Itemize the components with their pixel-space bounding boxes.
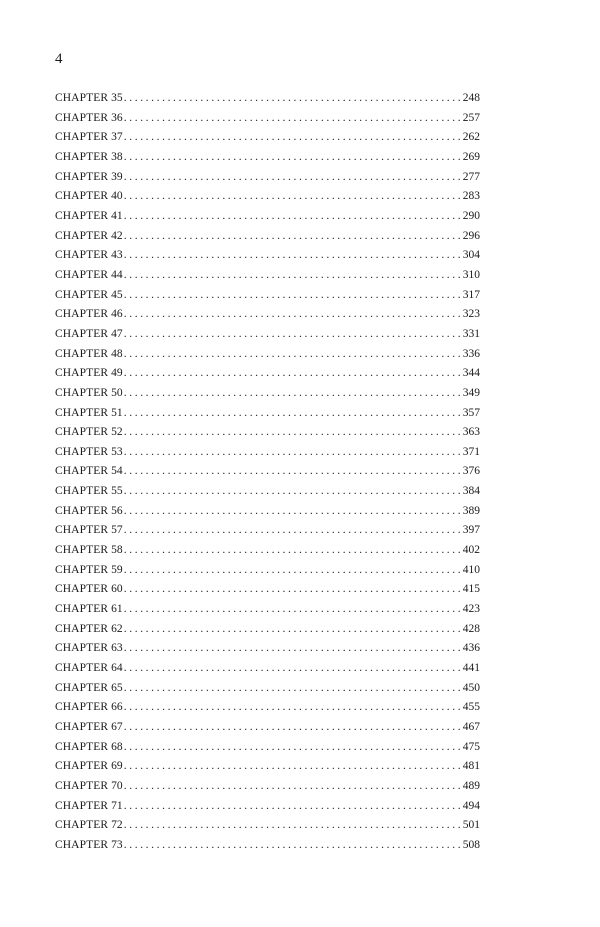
toc-entry-page: 336 [462,347,480,360]
toc-entry-label: CHAPTER 44 [55,268,123,281]
toc-entry-page: 415 [462,583,480,596]
toc-dot-leader [124,187,462,207]
toc-dot-leader [124,246,462,266]
toc-entry-label: CHAPTER 62 [55,622,123,635]
toc-entry-page: 410 [462,563,480,576]
toc-entry-page: 357 [462,406,480,419]
toc-entry-page: 269 [462,150,480,163]
toc-entry-label: CHAPTER 73 [55,838,123,851]
toc-entry-label: CHAPTER 36 [55,111,123,124]
toc-entry[interactable] [55,521,480,541]
toc-entry-page: 296 [462,229,480,242]
toc-entry-page: 371 [462,445,480,458]
toc-entry[interactable] [55,266,480,286]
toc-entry-page: 389 [462,504,480,517]
toc-entry[interactable] [55,305,480,325]
toc-entry[interactable] [55,679,480,699]
toc-entry[interactable] [55,482,480,502]
toc-entry[interactable] [55,777,480,797]
toc-entry-label: CHAPTER 35 [55,92,123,104]
toc-entry-label: CHAPTER 46 [55,308,123,321]
toc-dot-leader [124,620,462,640]
toc-entry[interactable] [55,128,480,148]
toc-dot-leader [124,423,462,443]
toc-dot-leader [124,521,462,541]
toc-entry[interactable] [55,109,480,129]
toc-entry-label: CHAPTER 72 [55,819,123,832]
table-of-contents [55,89,480,856]
toc-dot-leader [124,777,462,797]
toc-entry-label: CHAPTER 59 [55,563,123,576]
toc-entry[interactable] [55,148,480,168]
toc-dot-leader [124,207,462,227]
toc-entry[interactable] [55,698,480,718]
toc-entry[interactable] [55,286,480,306]
toc-entry-label: CHAPTER 53 [55,445,123,458]
toc-entry-label: CHAPTER 64 [55,662,123,675]
toc-entry-label: CHAPTER 37 [55,131,123,144]
toc-dot-leader [124,580,462,600]
toc-entry-label: CHAPTER 65 [55,681,123,694]
toc-entry-page: 317 [462,288,480,301]
toc-entry-label: CHAPTER 54 [55,465,123,478]
toc-entry[interactable] [55,561,480,581]
toc-entry-label: CHAPTER 66 [55,701,123,714]
toc-dot-leader [124,679,462,699]
toc-entry[interactable] [55,738,480,758]
toc-entry-page: 262 [462,131,480,144]
toc-entry-label: CHAPTER 69 [55,760,123,773]
toc-entry-page: 283 [462,190,480,203]
toc-dot-leader [124,128,462,148]
toc-entry[interactable] [55,502,480,522]
toc-entry-page: 475 [462,740,480,753]
toc-dot-leader [124,462,462,482]
toc-entry[interactable] [55,541,480,561]
toc-entry[interactable] [55,207,480,227]
toc-entry[interactable] [55,836,480,856]
toc-entry-label: CHAPTER 43 [55,249,123,262]
toc-entry[interactable] [55,404,480,424]
toc-entry-page: 323 [462,308,480,321]
toc-entry-page: 331 [462,327,480,340]
toc-entry[interactable] [55,168,480,188]
toc-entry-label: CHAPTER 50 [55,386,123,399]
toc-entry-page: 441 [462,662,480,675]
toc-entry[interactable] [55,757,480,777]
toc-entry[interactable] [55,718,480,738]
toc-dot-leader [124,482,462,502]
toc-entry-page: 436 [462,642,480,655]
toc-entry-page: 501 [462,819,480,832]
toc-entry-label: CHAPTER 38 [55,150,123,163]
toc-dot-leader [124,698,462,718]
toc-entry-page: 310 [462,268,480,281]
toc-dot-leader [124,443,462,463]
toc-entry[interactable] [55,600,480,620]
toc-dot-leader [124,89,462,109]
toc-entry[interactable] [55,443,480,463]
toc-entry[interactable] [55,345,480,365]
toc-entry-page: 508 [462,838,480,851]
toc-entry-label: CHAPTER 52 [55,426,123,439]
toc-entry-page: 494 [462,799,480,812]
toc-entry-label: CHAPTER 58 [55,544,123,557]
toc-entry[interactable] [55,246,480,266]
toc-entry[interactable] [55,580,480,600]
toc-entry-label: CHAPTER 48 [55,347,123,360]
toc-entry-label: CHAPTER 57 [55,524,123,537]
toc-entry[interactable] [55,364,480,384]
toc-entry-label: CHAPTER 40 [55,190,123,203]
toc-entry[interactable] [55,462,480,482]
toc-entry-label: CHAPTER 49 [55,367,123,380]
toc-entry[interactable] [55,384,480,404]
toc-dot-leader [124,816,462,836]
toc-entry-page: 290 [462,209,480,222]
toc-entry-page: 376 [462,465,480,478]
toc-entry-label: CHAPTER 41 [55,209,123,222]
toc-entry-label: CHAPTER 55 [55,485,123,498]
toc-entry[interactable] [55,659,480,679]
toc-entry-label: CHAPTER 51 [55,406,123,419]
toc-entry-label: CHAPTER 56 [55,504,123,517]
toc-dot-leader [124,168,462,188]
toc-dot-leader [124,639,462,659]
toc-dot-leader [124,659,462,679]
toc-entry[interactable] [55,89,480,109]
toc-dot-leader [124,227,462,247]
toc-dot-leader [124,404,462,424]
toc-entry-page: 402 [462,544,480,557]
toc-entry[interactable] [55,227,480,247]
toc-dot-leader [124,384,462,404]
toc-entry-label: CHAPTER 67 [55,721,123,733]
toc-entry-label: CHAPTER 71 [55,799,123,812]
toc-entry-page: 481 [462,760,480,773]
toc-entry-page: 363 [462,426,480,439]
toc-dot-leader [124,502,462,522]
toc-entry-label: CHAPTER 45 [55,288,123,301]
toc-entry-page: 467 [462,721,480,733]
toc-entry-page: 248 [462,92,480,104]
toc-entry-page: 489 [462,779,480,792]
toc-dot-leader [124,836,462,856]
toc-entry[interactable] [55,620,480,640]
toc-dot-leader [124,600,462,620]
toc-entry[interactable] [55,639,480,659]
toc-dot-leader [124,718,462,738]
toc-dot-leader [124,561,462,581]
toc-dot-leader [124,364,462,384]
toc-entry-page: 349 [462,386,480,399]
toc-entry-label: CHAPTER 39 [55,170,123,183]
toc-dot-leader [124,797,462,817]
toc-dot-leader [124,325,462,345]
toc-entry-label: CHAPTER 42 [55,229,123,242]
toc-dot-leader [124,109,462,129]
toc-entry-page: 304 [462,249,480,262]
toc-entry-label: CHAPTER 63 [55,642,123,655]
toc-dot-leader [124,738,462,758]
toc-entry-page: 455 [462,701,480,714]
toc-dot-leader [124,266,462,286]
toc-entry-label: CHAPTER 47 [55,327,123,340]
toc-entry-label: CHAPTER 61 [55,603,123,616]
toc-entry-label: CHAPTER 70 [55,779,123,792]
toc-dot-leader [124,757,462,777]
toc-entry-page: 257 [462,111,480,124]
toc-dot-leader [124,305,462,325]
toc-entry-page: 384 [462,485,480,498]
toc-entry-page: 428 [462,622,480,635]
toc-entry-page: 450 [462,681,480,694]
toc-entry-label: CHAPTER 60 [55,583,123,596]
toc-dot-leader [124,148,462,168]
toc-entry[interactable] [55,816,480,836]
toc-entry[interactable] [55,325,480,345]
toc-entry-page: 423 [462,603,480,616]
toc-dot-leader [124,286,462,306]
toc-dot-leader [124,541,462,561]
toc-entry[interactable] [55,423,480,443]
page-number: 4 [55,51,63,67]
toc-entry[interactable] [55,187,480,207]
toc-dot-leader [124,345,462,365]
toc-entry-page: 397 [462,524,480,537]
toc-entry-page: 277 [462,170,480,183]
toc-entry-page: 344 [462,367,480,380]
toc-entry[interactable] [55,797,480,817]
toc-entry-label: CHAPTER 68 [55,740,123,753]
